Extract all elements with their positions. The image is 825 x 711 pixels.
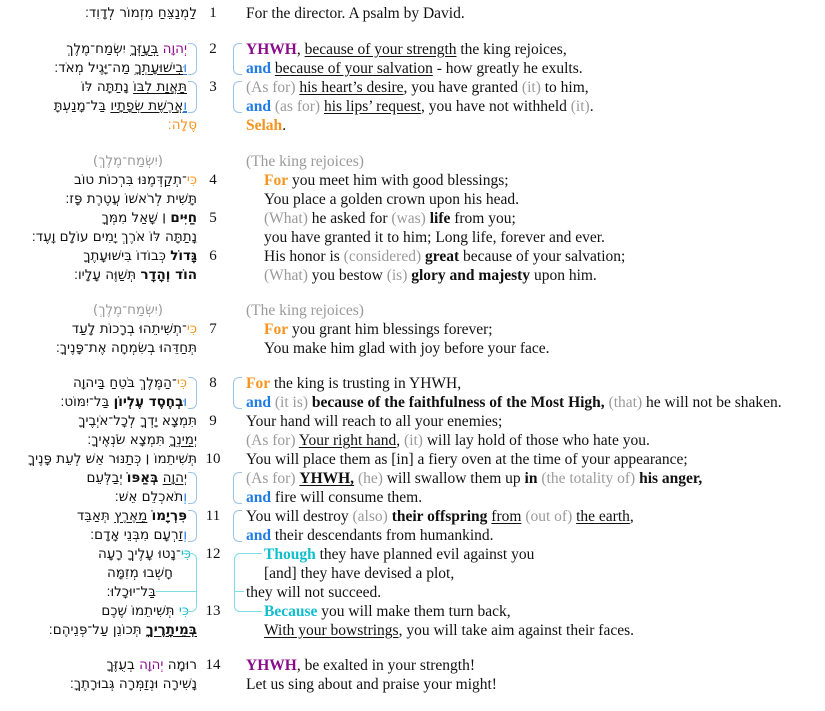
- english-line: [246, 97, 594, 116]
- text-run: the king rejoices,: [456, 41, 567, 58]
- text-run: כִּי: [176, 375, 187, 391]
- hebrew-line: [106, 656, 197, 675]
- text-run: בִישׁוּעָתְךָ: [134, 60, 184, 76]
- text-run: ־נָטוּ עָלֶיךָ רָעָה: [97, 546, 181, 562]
- couplet-bracket-en: [233, 510, 242, 542]
- hebrew-line: [93, 152, 163, 171]
- hebrew-line: [85, 4, 197, 23]
- text-run: he will not be shaken.: [642, 394, 782, 411]
- couplet-bracket-en: [233, 377, 242, 409]
- text-run: כִּי: [186, 172, 197, 188]
- text-run: פִּרְיָמוֹ: [151, 508, 187, 524]
- text-run: נָתַתָּה לּוֹ: [81, 79, 134, 95]
- text-run: תִּמְצָא שֹׂנְאֶיךָ׃: [87, 432, 170, 448]
- text-run: (is): [386, 267, 408, 284]
- text-run: תַּאֲוַת לִבּוֹ: [133, 79, 187, 95]
- text-run: For: [264, 172, 289, 189]
- text-run: סֶּלָה׃: [167, 117, 197, 133]
- text-run: Because: [264, 603, 318, 620]
- english-line: [246, 374, 461, 393]
- text-run: תִּמְצָא יָדְךָ לְכָל־אֹיְבֶיךָ: [78, 413, 197, 429]
- text-run: their descendants from humankind.: [271, 527, 494, 544]
- couplet-bracket-en: [233, 472, 242, 504]
- text-run: his lips’ request: [323, 98, 421, 115]
- logic-bracket-tick-en: [234, 591, 244, 592]
- text-run: and: [246, 394, 271, 411]
- text-run: Your hand will reach to all your enemies;: [246, 413, 503, 430]
- english-line: [246, 526, 494, 545]
- couplet-bracket-he: [188, 43, 197, 75]
- english-line: [246, 152, 364, 171]
- hebrew-line: [83, 247, 197, 266]
- text-run: יְהוָה: [162, 41, 187, 57]
- text-run: (it is): [274, 394, 309, 411]
- text-run: YHWH: [246, 657, 297, 674]
- text-run: , you will take aim against their faces.: [398, 622, 635, 639]
- text-run: With your bowstrings: [264, 622, 399, 639]
- text-run: (that): [608, 394, 643, 411]
- text-run: You place a golden crown upon his head.: [264, 191, 519, 208]
- verse-number: 5: [209, 210, 217, 226]
- text-run: זַרְעָם מִבְּנֵי אָדָם׃: [90, 527, 184, 543]
- text-run: כִּי: [178, 603, 189, 619]
- text-run: כְּבוֹדוֹ בִּישׁוּעָתֶךָ: [83, 248, 171, 264]
- text-run: (יִשְׂמַח־מֶלֶךְ): [92, 302, 163, 318]
- english-line: [264, 564, 454, 583]
- text-run: בְּעָזְּךָ: [130, 41, 159, 57]
- text-run: תְּאַבֵּד: [76, 508, 115, 524]
- text-run: and: [246, 98, 271, 115]
- hebrew-line: [66, 40, 187, 59]
- verse-number: 6: [209, 248, 217, 264]
- text-run: (As for): [246, 470, 296, 487]
- hebrew-line: [115, 488, 187, 507]
- hebrew-line: [73, 374, 187, 393]
- hebrew-line: [54, 97, 187, 116]
- text-run: you have granted it to him; Long life, forever and ever.: [264, 229, 605, 246]
- verse-number: 12: [205, 546, 221, 562]
- english-line: [264, 602, 511, 621]
- english-line: [264, 320, 493, 339]
- text-run: יְבַלְּעֵם: [86, 470, 127, 486]
- text-run: - how greatly he exults.: [432, 60, 583, 77]
- text-run: בְחֶסֶד עֶלְיוֹן: [113, 394, 184, 410]
- text-run: לַמְנַצֵּחַ מִזְמוֹר לְדָוִד׃: [84, 5, 197, 21]
- text-run: Let us sing about and praise your might!: [246, 676, 497, 693]
- text-run: בַּל־יִמּוֹט׃: [60, 394, 114, 410]
- text-run: You will place them as [in] a fiery oven at the time of your appearance;: [246, 451, 688, 468]
- text-run: יְמִינְךָ: [169, 432, 197, 448]
- english-line: [246, 393, 782, 412]
- english-line: [246, 78, 589, 97]
- text-run: ־תְשִׁיתֵהוּ בְרָכוֹת לָעַד: [71, 321, 187, 337]
- text-run: תְּחַדֵּהוּ בְשִׂמְחָה אֶת־פָּנֶיךָ׃: [55, 340, 197, 356]
- text-run: , be exalted in your strength!: [296, 657, 476, 674]
- english-line: [264, 621, 634, 640]
- text-run: ,: [296, 41, 305, 58]
- text-run: תְּשִׁיתֵמוֹ ׀ כְּתַנּוּר אֵשׁ לְעֵת פָּנֶיךָ: [27, 451, 197, 467]
- text-run: (it): [404, 432, 423, 449]
- english-line: [264, 228, 605, 247]
- text-run: you will make them turn back,: [317, 603, 511, 620]
- text-run: For: [246, 375, 271, 392]
- logic-bracket-tick-he: [156, 591, 197, 592]
- english-line: [246, 675, 497, 694]
- text-run: (The king rejoices): [246, 302, 364, 319]
- text-run: to him,: [540, 79, 589, 96]
- text-run: you grant him blessings forever;: [288, 321, 493, 338]
- text-run: and: [246, 60, 271, 77]
- text-run: you meet him with good blessings;: [288, 172, 509, 189]
- text-run: בַּל־יוּכָלוּ׃: [106, 584, 156, 600]
- hebrew-line: [168, 116, 197, 135]
- text-run: חַיִּים: [170, 210, 197, 226]
- hebrew-line: [54, 59, 187, 78]
- verse-number: 13: [205, 603, 221, 619]
- text-run: (What): [264, 267, 308, 284]
- text-run: YHWH,: [299, 470, 355, 487]
- text-run: For: [264, 321, 289, 338]
- text-run: from: [491, 508, 522, 525]
- text-run: תְּשַׁוֶּה עָלָיו׃: [74, 267, 141, 283]
- logic-bracket-he: [183, 553, 197, 612]
- text-run: his heart’s desire: [299, 79, 404, 96]
- text-run: בְעֻזֶּךָ: [106, 657, 140, 673]
- text-run: .: [282, 117, 287, 134]
- couplet-bracket-he: [188, 510, 197, 542]
- text-run: כִּי: [180, 546, 191, 562]
- text-run: נָשִׁירָה וּנְזַמְּרָה גְּבוּרָתֶךָ׃: [69, 676, 197, 692]
- verse-number: 1: [209, 5, 217, 21]
- text-run: וּ: [183, 394, 187, 410]
- couplet-bracket-en: [233, 43, 242, 75]
- english-line: [246, 469, 702, 488]
- text-run: (As for): [246, 432, 296, 449]
- text-run: Your right hand: [298, 432, 397, 449]
- text-run: (What): [264, 210, 308, 227]
- hebrew-line: [90, 526, 187, 545]
- english-line: [264, 266, 597, 285]
- text-run: ,: [396, 432, 405, 449]
- hebrew-line: [32, 228, 197, 247]
- text-run: upon him.: [530, 267, 597, 284]
- hebrew-line: [28, 450, 197, 469]
- hebrew-line: [56, 339, 197, 358]
- text-run: ־הַמֶּלֶךְ בֹּטֵחַ בַּיהוָה: [72, 375, 177, 391]
- text-run: from you;: [450, 210, 516, 227]
- verse-number: 2: [209, 41, 217, 57]
- text-run: Though: [264, 546, 316, 563]
- text-run: You make him glad with joy before your face.: [264, 340, 550, 357]
- text-run: (As for): [246, 79, 300, 96]
- english-line: [246, 656, 475, 675]
- english-line: [246, 488, 422, 507]
- hebrew-line: [107, 564, 173, 583]
- text-run: Selah: [246, 117, 283, 134]
- hebrew-line: [93, 301, 163, 320]
- text-run: וְ: [183, 489, 187, 505]
- hebrew-line: [72, 320, 197, 339]
- text-run: the earth: [576, 508, 630, 525]
- text-run: יְהוָה: [162, 470, 187, 486]
- text-run: and: [246, 489, 271, 506]
- text-run: because of your salvation: [274, 60, 433, 77]
- text-run: תְּכוֹנֵן עַל־פְּנֵיהֶם׃: [48, 622, 146, 638]
- text-run: life: [429, 210, 451, 227]
- text-run: , you have not withheld: [420, 98, 571, 115]
- english-line: [264, 171, 509, 190]
- text-run: you bestow: [307, 267, 387, 284]
- english-line: [246, 301, 364, 320]
- text-run: בְּאַפּוֹ: [126, 470, 159, 486]
- text-run: כִּי: [186, 321, 197, 337]
- english-line: [264, 209, 516, 228]
- couplet-bracket-en: [233, 81, 242, 113]
- verse-number: 7: [209, 321, 217, 337]
- text-run: His honor is: [264, 248, 344, 265]
- text-run: You will destroy: [246, 508, 353, 525]
- text-run: they will not succeed.: [246, 584, 382, 601]
- text-run: and: [246, 527, 271, 544]
- hebrew-line: [74, 266, 197, 285]
- text-run: תֹאכְלֵם אֵשׁ׃: [114, 489, 184, 505]
- verse-number: 4: [209, 172, 217, 188]
- text-run: will swallow them up: [382, 470, 525, 487]
- text-run: ־תְקַדְּמֶנּוּ בִּרְכוֹת טוֹב: [73, 172, 187, 188]
- hebrew-line: [106, 583, 156, 602]
- text-run: .: [589, 98, 594, 115]
- text-run: מַה־יָּגֶיל מְאֹד׃: [54, 60, 135, 76]
- text-run: אֲרֶשֶׁת שְׂפָתָיו: [110, 98, 184, 114]
- text-run: will lay hold of those who hate you.: [422, 432, 650, 449]
- hebrew-line: [81, 78, 187, 97]
- english-line: [246, 450, 688, 469]
- couplet-bracket-he: [188, 81, 197, 113]
- english-line: [246, 431, 650, 450]
- text-run: because of your salvation;: [459, 248, 626, 265]
- text-run: the king is trusting in YHWH,: [270, 375, 462, 392]
- hebrew-line: [78, 412, 197, 431]
- hebrew-line: [74, 171, 197, 190]
- hebrew-line: [65, 190, 197, 209]
- english-line: [246, 59, 583, 78]
- text-run: נָתַתָּה לּוֹ אֹרֶךְ יָמִים עוֹלָם וָעֶד׃: [31, 229, 197, 245]
- hebrew-line: [86, 469, 187, 488]
- text-run: great: [425, 248, 460, 265]
- text-run: (it): [521, 79, 541, 96]
- english-line: [246, 116, 286, 135]
- english-line: [264, 190, 519, 209]
- text-run: (was): [391, 210, 426, 227]
- text-run: (out of): [525, 508, 573, 525]
- logic-bracket-en: [234, 553, 262, 612]
- text-run: יִשְׂמַח־מֶלֶךְ: [66, 41, 131, 57]
- text-run: ׀ שָׁאַל מִמְּךָ: [101, 210, 171, 226]
- text-run: he asked for: [307, 210, 392, 227]
- text-run: , you have granted: [403, 79, 522, 96]
- english-line: [246, 507, 634, 526]
- english-line: [246, 4, 465, 23]
- english-line: [246, 412, 502, 431]
- english-line: [246, 40, 567, 59]
- verse-number: 9: [209, 413, 217, 429]
- text-run: חָשְׁבוּ מְזִמָּה: [107, 565, 173, 581]
- text-run: (as for): [274, 98, 321, 115]
- hebrew-line: [60, 393, 187, 412]
- text-run: הוֹד וְהָדָר: [140, 267, 197, 283]
- text-run: they have planned evil against you: [315, 546, 535, 563]
- verse-number: 10: [205, 451, 221, 467]
- text-run: (he): [357, 470, 383, 487]
- text-run: יְהוָה: [139, 657, 164, 673]
- english-line: [264, 545, 534, 564]
- text-run: For the director. A psalm by David.: [246, 5, 465, 22]
- hebrew-line: [70, 675, 197, 694]
- text-run: because of the faithfulness of the Most High,: [311, 394, 605, 411]
- verse-number: 14: [205, 657, 221, 673]
- text-run: his anger,: [639, 470, 703, 487]
- text-run: תְּשִׁיתֵמוֹ שֶׁכֶם: [101, 603, 179, 619]
- text-run: וַ: [183, 98, 187, 114]
- english-line: [246, 583, 381, 602]
- text-run: תָּשִׁית לְרֹאשׁוֹ עֲטֶרֶת פָּז׃: [65, 191, 197, 207]
- hebrew-line: [87, 431, 197, 450]
- text-run: their offspring: [391, 508, 488, 525]
- couplet-bracket-he: [188, 472, 197, 504]
- hebrew-line: [98, 545, 191, 564]
- verse-number: 11: [205, 508, 221, 524]
- english-line: [264, 247, 625, 266]
- text-run: מֵאֶרֶץ: [114, 508, 148, 524]
- text-run: (יִשְׂמַח־מֶלֶךְ): [92, 153, 163, 169]
- text-run: ,: [629, 508, 634, 525]
- hebrew-line: [49, 621, 197, 640]
- hebrew-line: [101, 602, 189, 621]
- text-run: YHWH: [246, 41, 297, 58]
- text-run: בַּל־מָנַעְתָּ: [53, 98, 111, 114]
- verse-number: 8: [209, 375, 217, 391]
- text-run: fire will consume them.: [271, 489, 423, 506]
- text-run: בְּמֵיתָרֶיךָ: [145, 622, 197, 638]
- hebrew-line: [102, 209, 197, 228]
- text-run: glory and majesty: [411, 267, 531, 284]
- text-run: וּ: [183, 60, 187, 76]
- english-line: [264, 339, 550, 358]
- couplet-bracket-he: [188, 377, 197, 409]
- verse-number: 3: [209, 79, 217, 95]
- text-run: because of your strength: [304, 41, 457, 58]
- text-run: [and] they have devised a plot,: [264, 565, 455, 582]
- text-run: (also): [352, 508, 388, 525]
- text-run: (The king rejoices): [246, 153, 364, 170]
- text-run: רוּמָה: [163, 657, 197, 673]
- text-run: in: [524, 470, 538, 487]
- text-run: וְ: [183, 527, 187, 543]
- text-run: (it): [570, 98, 590, 115]
- text-run: (the totality of): [541, 470, 636, 487]
- hebrew-line: [77, 507, 187, 526]
- text-run: (considered): [343, 248, 422, 265]
- text-run: גָּדוֹל: [170, 248, 197, 264]
